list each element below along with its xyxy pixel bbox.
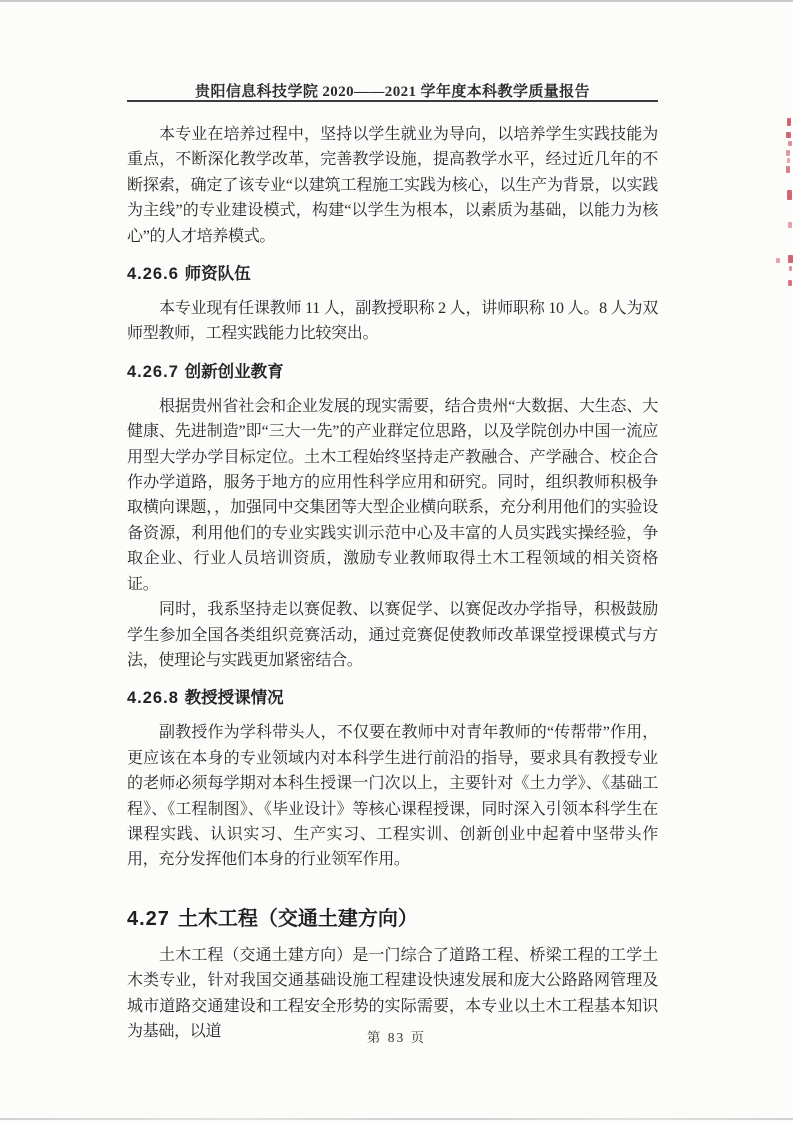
paragraph-innovation-1: 根据贵州省社会和企业发展的现实需要，结合贵州“大数据、大生态、大健康、先进制造”即“三大一先”的产业群定位思路，以及学院创办中国一流应用型大学办学目标定位。土木工程始终坚持走产教融合、产学融合、校企合作办学道路，服务于地方的应用性科学应用和研究。同时，组织教师积极争取横向课题，，加强同中交集团等大型企业横向联系，充分利用他们的实验设备资源，利用他们的专业实践实训示范中心及丰富的人员实践实操经验，争取企业、行业人员培训资质，激励专业教师取得土木工程领域的相关资格证。 [127, 397, 658, 593]
page-number: 第 83 页 [366, 1030, 427, 1045]
paragraph-faculty: 本专业现有任课教师 11 人，副教授职称 2 人，讲师职称 10 人。8 人为双师型教师，工程实践能力比较突出。 [127, 300, 658, 343]
section-title: 师资队伍 [184, 265, 251, 284]
section-number: 4.26.6 [127, 265, 179, 284]
red-ink-bleed-mark [786, 166, 790, 173]
red-ink-bleed-mark [787, 118, 791, 126]
section-title: 创新创业教育 [184, 362, 284, 381]
red-ink-bleed-mark [788, 141, 792, 146]
section-title: 土木工程（交通土建方向） [177, 907, 418, 930]
red-ink-bleed-mark [786, 150, 790, 156]
red-ink-bleed-mark [787, 158, 790, 163]
red-ink-bleed-mark [786, 132, 791, 138]
red-ink-bleed-mark [776, 258, 780, 263]
red-ink-bleed-mark [788, 222, 792, 228]
red-ink-bleed-mark [787, 190, 792, 200]
section-number: 4.27 [127, 907, 170, 930]
paragraph-civil-engineering-intro: 土木工程（交通土建方向）是一门综合了道路工程、桥梁工程的工学土木类专业，针对我国交通基础设施工程建设快速发展和庞大公路路网管理及城市道路交通建设和工程安全形势的实际需要，本专业以土木工程基本知识为基础，以道 [127, 946, 658, 1040]
running-header: 贵阳信息科技学院 2020——2021 学年度本科教学质量报告 [195, 84, 590, 100]
paragraph-professor-teaching: 副教授作为学科带头人，不仅要在教师中对青年教师的“传帮带”作用，更应该在本身的专业领域内对本科学生进行前沿的指导，要求具有教授专业的老师必须每学期对本科生授课一门次以上，主要针对《土力学》、《基础工程》、《工程制图》、《毕业设计》等核心课程授课，同时深入引领本科学生在课程实践、认识实习、生产实习、工程实训、创新创业中起着中坚带头作用，充分发挥他们本身的行业领军作用。 [127, 724, 658, 869]
section-heading-4-26-6 [127, 262, 658, 287]
red-ink-bleed-mark [789, 266, 792, 271]
section-heading-4-26-8 [127, 686, 658, 711]
red-ink-bleed-mark [788, 280, 792, 286]
section-title: 教授授课情况 [184, 689, 284, 708]
scan-edge-top [0, 0, 793, 2]
section-number: 4.26.7 [127, 362, 179, 381]
red-ink-bleed-mark [788, 255, 793, 263]
section-heading-4-27 [127, 905, 658, 933]
page-body [127, 102, 658, 1044]
section-number: 4.26.8 [127, 689, 179, 708]
scan-edge-bottom [0, 1118, 793, 1120]
intro-paragraph: 本专业在培养过程中，坚持以学生就业为导向，以培养学生实践技能为重点，不断深化教学改革，完善教学设施，提高教学水平，经过近几年的不断探索，确定了该专业“以建筑工程施工实践为核心，以生产为背景，以实践为主线”的专业建设模式，构建“以学生为根本，以素质为基础，以能力为核心”的人才培养模式。 [127, 126, 658, 245]
section-heading-4-26-7 [127, 360, 658, 385]
paragraph-innovation-2: 同时，我系坚持走以赛促教、以赛促学、以赛促改办学指导，积极鼓励学生参加全国各类组织竞赛活动，通过竞赛促使教师改革课堂授课模式与方法，使理论与实践更加紧密结合。 [127, 601, 658, 669]
